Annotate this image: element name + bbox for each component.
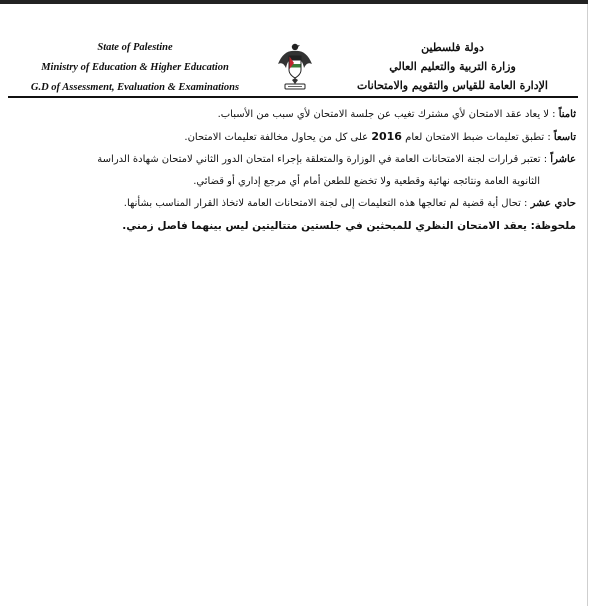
paragraph-year: 2016 xyxy=(371,130,402,143)
header-arabic-directorate: الإدارة العامة للقياس والتقويم والامتحانات xyxy=(357,79,548,92)
paragraph-text: : تعتبر قرارات لجنة الامتحانات العامة في الوزارة والمتعلقة بإجراء امتحان الدور الثاني لامتحان شهادة الدراسة xyxy=(97,154,551,165)
note-text: ملحوظة: يعقد الامتحان النظري للمبحثين في جلستين متتاليتين ليس بينهما فاصل زمني. xyxy=(122,220,576,232)
paragraph-tenth-continuation xyxy=(12,171,576,193)
paragraph-text: الثانوية العامة ونتائجه نهائية وقطعية ولا تخضع للطعن أمام أي مرجع إداري أو قضائي. xyxy=(193,176,540,187)
paragraph-text: على كل من يحاول مخالفة تعليمات الامتحان. xyxy=(184,132,372,143)
paragraph-label: ثامناً xyxy=(558,109,576,120)
paragraph-eleventh xyxy=(12,193,576,215)
header-arabic xyxy=(330,38,575,95)
paragraph-label: عاشراً xyxy=(550,154,576,165)
paragraph-text: : تحال أية قضية لم تعالجها هذه التعليمات إلى لجنة الامتحانات العامة لاتخاذ القرار المناسب بشأنها. xyxy=(123,198,531,209)
paragraph-eighth xyxy=(12,104,576,126)
paragraph-label: حادي عشر xyxy=(530,198,576,209)
instructions-body xyxy=(12,104,576,237)
header-directorate-name: G.D of Assessment, Evaluation & Examinations xyxy=(30,82,240,93)
header-ministry-name: Ministry of Education & Higher Education xyxy=(41,62,229,73)
header-english xyxy=(10,38,260,98)
header-arabic-ministry: وزارة التربية والتعليم العالي xyxy=(389,60,516,73)
top-border-line xyxy=(0,0,588,4)
header-divider xyxy=(8,96,578,98)
header-state-name: State of Palestine xyxy=(97,42,173,53)
palestine-eagle-emblem-icon xyxy=(276,40,314,92)
paragraph-text: : تطبق تعليمات ضبط الامتحان لعام xyxy=(401,132,554,143)
paragraph-ninth xyxy=(12,126,576,149)
paragraph-label: تاسعاً xyxy=(553,132,576,143)
header-arabic-state: دولة فلسطين xyxy=(421,41,484,54)
paragraph-tenth xyxy=(12,149,576,171)
paragraph-note xyxy=(12,215,576,237)
paragraph-text: : لا يعاد عقد الامتحان لأي مشترك تغيب عن جلسة الامتحان لأي سبب من الأسباب. xyxy=(217,109,559,120)
